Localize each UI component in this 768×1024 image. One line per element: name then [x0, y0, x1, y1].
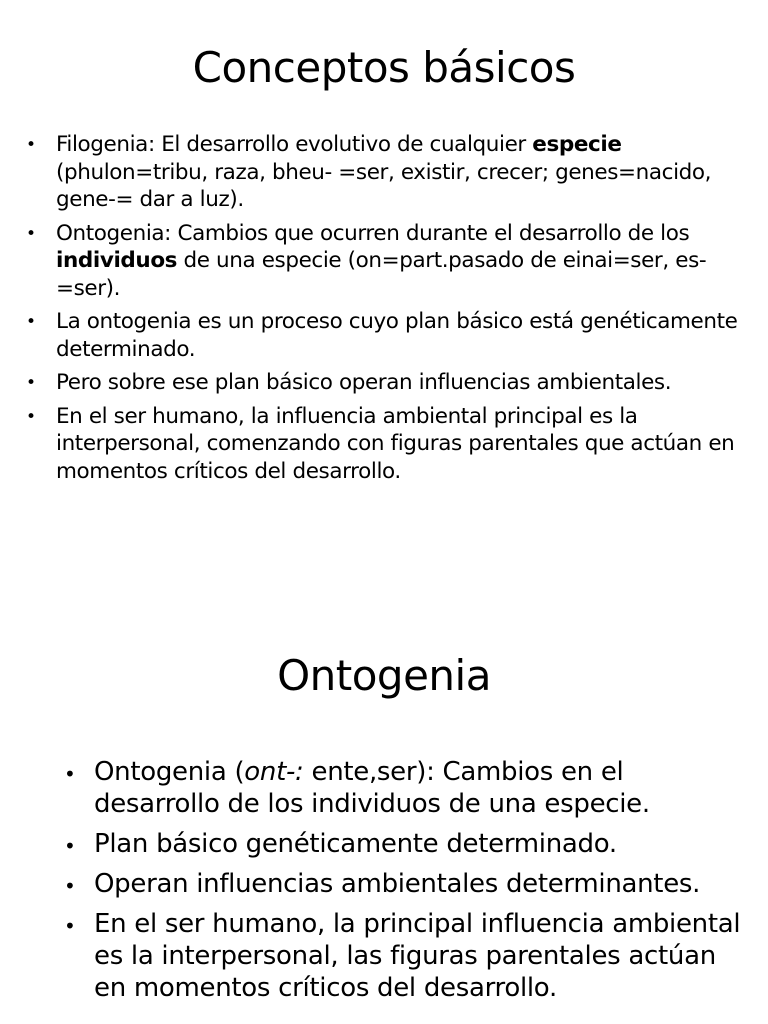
bullet-icon: •	[64, 874, 76, 898]
bullet-icon: •	[26, 223, 36, 244]
bullet-text: de una especie (on=part.pasado de einai=ser, es-=ser).	[56, 248, 707, 301]
bullet-icon: •	[26, 373, 36, 393]
bullet-icon: •	[26, 135, 36, 155]
bullet-item-ontogenia	[26, 220, 740, 303]
slide-ontogenia	[0, 640, 768, 1024]
bullet-item-influencias	[64, 868, 744, 900]
bullet-item-plan-basico	[64, 828, 744, 860]
bold-term: especie	[532, 132, 622, 157]
bullet-text: Filogenia: El desarrollo evolutivo de cualquier	[56, 132, 533, 157]
bullet-text: En el ser humano, la principal influencia ambiental es la interpersonal, las figuras parentales actúan en momentos críticos del desarrollo.	[94, 909, 741, 1003]
slide-title: Ontogenia	[277, 651, 491, 700]
bullet-item-ser-humano	[26, 403, 740, 486]
bullet-item-influencias	[26, 369, 740, 397]
bullet-icon: •	[64, 834, 76, 858]
bullet-text: (phulon=tribu, raza, bheu- =ser, existir, crecer; genes=nacido, gene-= dar a luz).	[56, 159, 712, 212]
bullet-item-ser-humano	[64, 908, 744, 1004]
bullet-text: Plan básico genéticamente determinado.	[94, 829, 617, 859]
bullet-text: ente,ser): Cambios en el desarrollo de los individuos de una especie.	[94, 757, 650, 819]
bullet-text: Operan influencias ambientales determinantes.	[94, 869, 701, 899]
bullet-icon: •	[26, 406, 36, 427]
bold-term: individuos	[56, 248, 178, 273]
bullet-list	[26, 131, 740, 491]
bullet-item-filogenia	[26, 131, 740, 214]
bullet-text: Pero sobre ese plan básico operan influencias ambientales.	[56, 370, 672, 395]
slide-title: Conceptos básicos	[192, 43, 576, 92]
bullet-icon: •	[26, 312, 36, 332]
bullet-item-plan-basico	[26, 308, 740, 363]
bullet-text: La ontogenia es un proceso cuyo plan básico está genéticamente determinado.	[56, 309, 738, 362]
bullet-list	[64, 756, 744, 1012]
bullet-item-ontogenia-def	[64, 756, 744, 820]
bullet-text: Ontogenia: Cambios que ocurren durante el desarrollo de los	[56, 220, 690, 246]
bullet-icon: •	[64, 914, 76, 938]
bullet-icon: •	[64, 762, 76, 786]
bullet-text: Ontogenia (	[94, 757, 245, 787]
italic-term: ont-:	[244, 757, 304, 787]
bullet-text: En el ser humano, la influencia ambiental principal es la interpersonal, comenzando con figuras parentales que actúan en momentos críticos del desarrollo.	[56, 403, 735, 484]
